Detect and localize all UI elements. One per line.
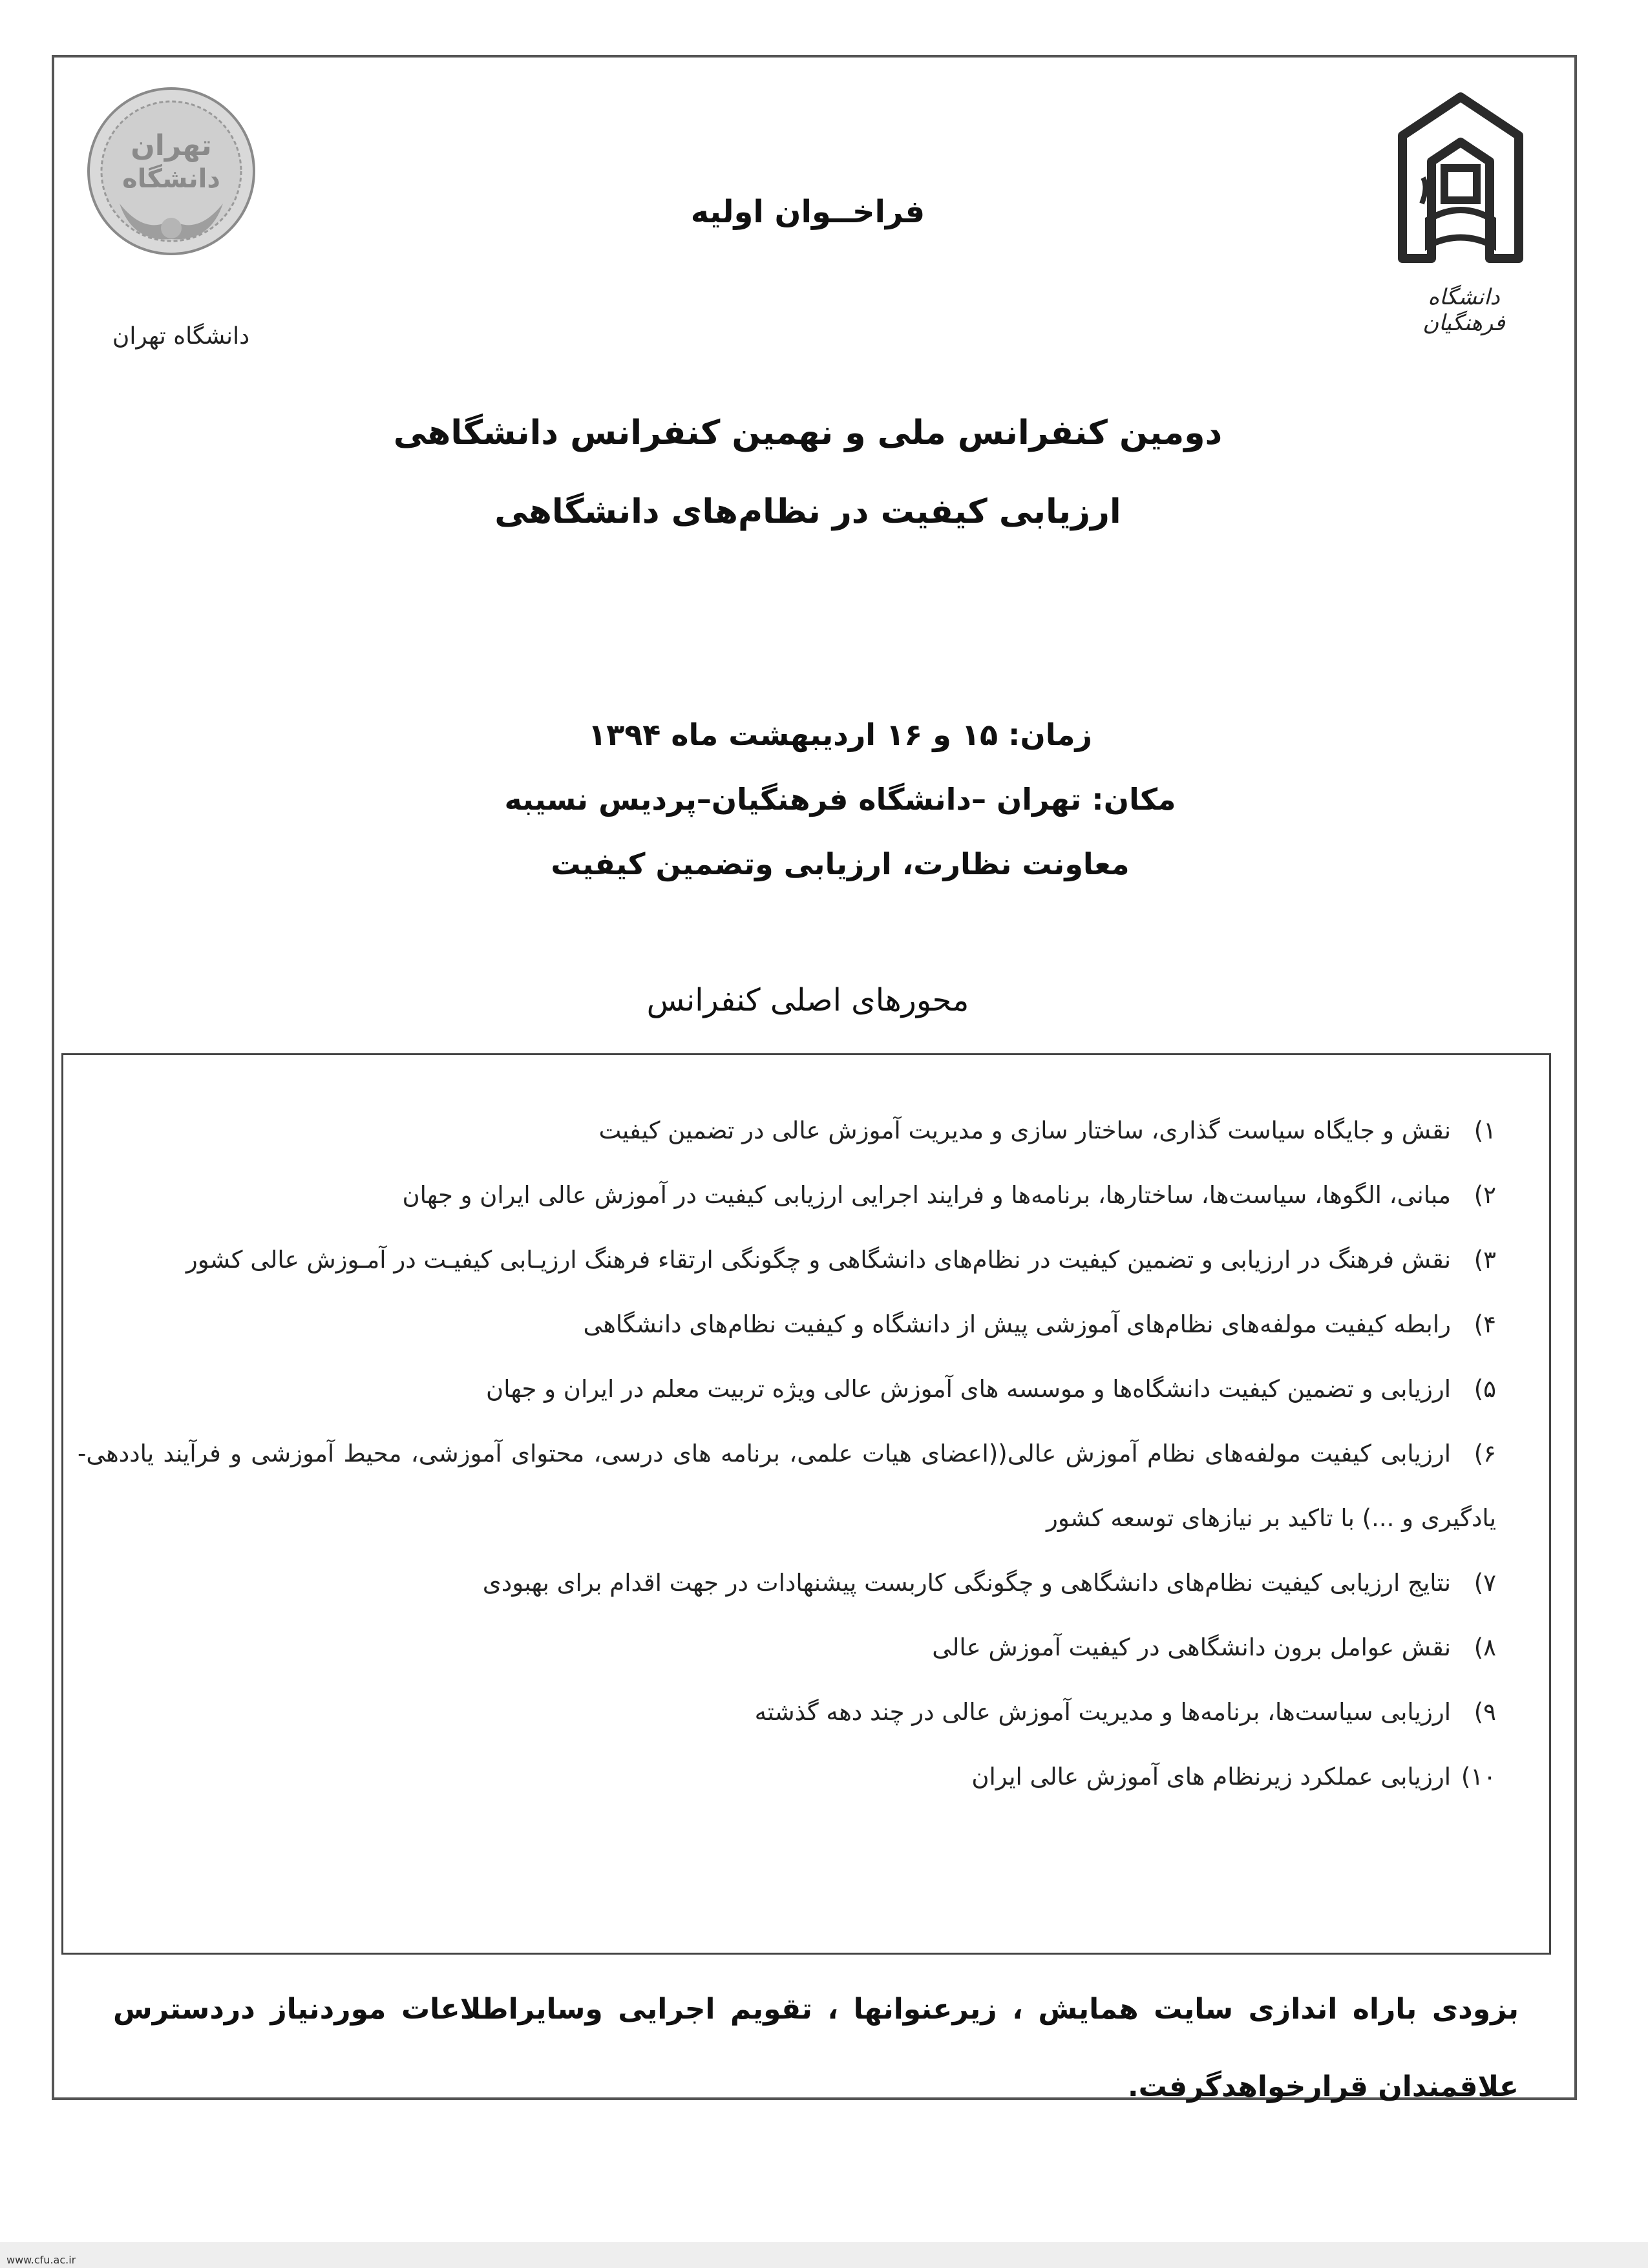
topic-text: نقش عوامل برون دانشگاهی در کیفیت آموزش عالی: [932, 1633, 1451, 1661]
topic-text: مبانی، الگوها، سیاست‌ها، ساختارها، برنامه‌ها و فرایند اجرایی ارزیابی کیفیت در آموزش عالی ایران و جهان: [402, 1181, 1451, 1209]
topic-text: ارزیابی عملکرد زیرنظام های آموزش عالی ایران: [971, 1763, 1451, 1790]
topic-item: [78, 1292, 1496, 1357]
conference-title-line1: دومین کنفرانس ملی و نهمین کنفرانس دانشگاهی: [393, 414, 1223, 452]
topic-number: ۱): [1474, 1117, 1496, 1144]
call-title: فراخــوان اولیه: [690, 194, 925, 230]
topic-item: [78, 1551, 1496, 1615]
topics-list: [78, 1098, 1496, 1809]
conference-title-line2: ارزیابی کیفیت در نظام‌های دانشگاهی: [494, 492, 1121, 531]
topic-text: رابطه کیفیت مولفه‌های نظام‌های آموزشی پیش از دانشگاه و کیفیت نظام‌های دانشگاهی: [583, 1310, 1451, 1338]
topic-number: ۶): [1474, 1440, 1496, 1467]
scan-bottom-edge: [0, 2242, 1648, 2268]
topic-number: ۵): [1474, 1375, 1496, 1403]
topic-number: ۱۰): [1461, 1763, 1496, 1790]
watermark-link[interactable]: www.cfu.ac.ir: [6, 2254, 76, 2266]
topic-number: ۷): [1474, 1569, 1496, 1597]
topic-number: ۹): [1474, 1698, 1496, 1726]
topic-number: ۸): [1474, 1633, 1496, 1661]
topic-item: [78, 1163, 1496, 1228]
topic-item: [78, 1228, 1496, 1292]
topic-item: [78, 1615, 1496, 1680]
topic-item: [78, 1098, 1496, 1163]
svg-text:تهران: تهران: [131, 129, 212, 162]
conference-place: مکان: تهران –دانشگاه فرهنگیان–پردیس نسیبه: [504, 782, 1176, 817]
topics-title: محورهای اصلی کنفرانس: [646, 982, 969, 1018]
footer-note: بزودی باراه اندازی سایت همایش ، زیرعنوانها ، تقویم اجرایی وسایراطلاعات موردنیاز دردسترس علاقمندان قرارخواهدگرفت.: [113, 1993, 1519, 2103]
topic-number: ۲): [1474, 1181, 1496, 1209]
topic-text: ارزیابی سیاست‌ها، برنامه‌ها و مدیریت آموزش عالی در چند دهه گذشته: [754, 1698, 1451, 1726]
topic-number: ۳): [1474, 1246, 1496, 1274]
topic-item: [78, 1745, 1496, 1809]
topic-text: نقش و جایگاه سیاست گذاری، ساختار سازی و مدیریت آموزش عالی در تضمین کیفیت: [598, 1117, 1451, 1144]
farhangian-university-caption: دانشگاه فرهنگیان: [1422, 284, 1505, 336]
university-of-tehran-caption: دانشگاه تهران: [112, 323, 250, 350]
topic-item: [78, 1422, 1496, 1551]
university-of-tehran-seal-logo: [81, 81, 262, 275]
topic-item: [78, 1357, 1496, 1422]
topic-number: ۴): [1474, 1310, 1496, 1338]
topic-text: ارزیابی و تضمین کیفیت دانشگاه‌ها و موسسه های آموزش عالی ویژه تربیت معلم در ایران و جهان: [486, 1375, 1451, 1403]
topic-text: نقش فرهنگ در ارزیابی و تضمین کیفیت در نظام‌های دانشگاهی و چگونگی ارتقاء فرهنگ ارزیـابی کیفیـت در آمـوزش عالی کشور: [185, 1246, 1451, 1274]
topic-text: نتایج ارزیابی کیفیت نظام‌های دانشگاهی و چگونگی کاربست پیشنهادات در جهت اقدام برای بهبودی: [482, 1569, 1451, 1597]
topic-text: ارزیابی کیفیت مولفه‌های نظام آموزش عالی((اعضای هیات علمی، برنامه های درسی، محتوای آموزشی، محیط آموزشی و فرآیند یاددهی- یادگیری و ...) با تاکید بر نیازهای توسعه کشور: [78, 1440, 1496, 1532]
farhangian-university-logo: [1383, 90, 1538, 284]
svg-text:دانشگاه: دانشگاه: [122, 164, 220, 194]
topic-item: [78, 1680, 1496, 1745]
organizer: معاونت نظارت، ارزیابی وتضمین کیفیت: [551, 846, 1130, 881]
conference-time: زمان: ۱۵ و ۱۶ اردیبهشت ماه ۱۳۹۴: [588, 717, 1092, 752]
